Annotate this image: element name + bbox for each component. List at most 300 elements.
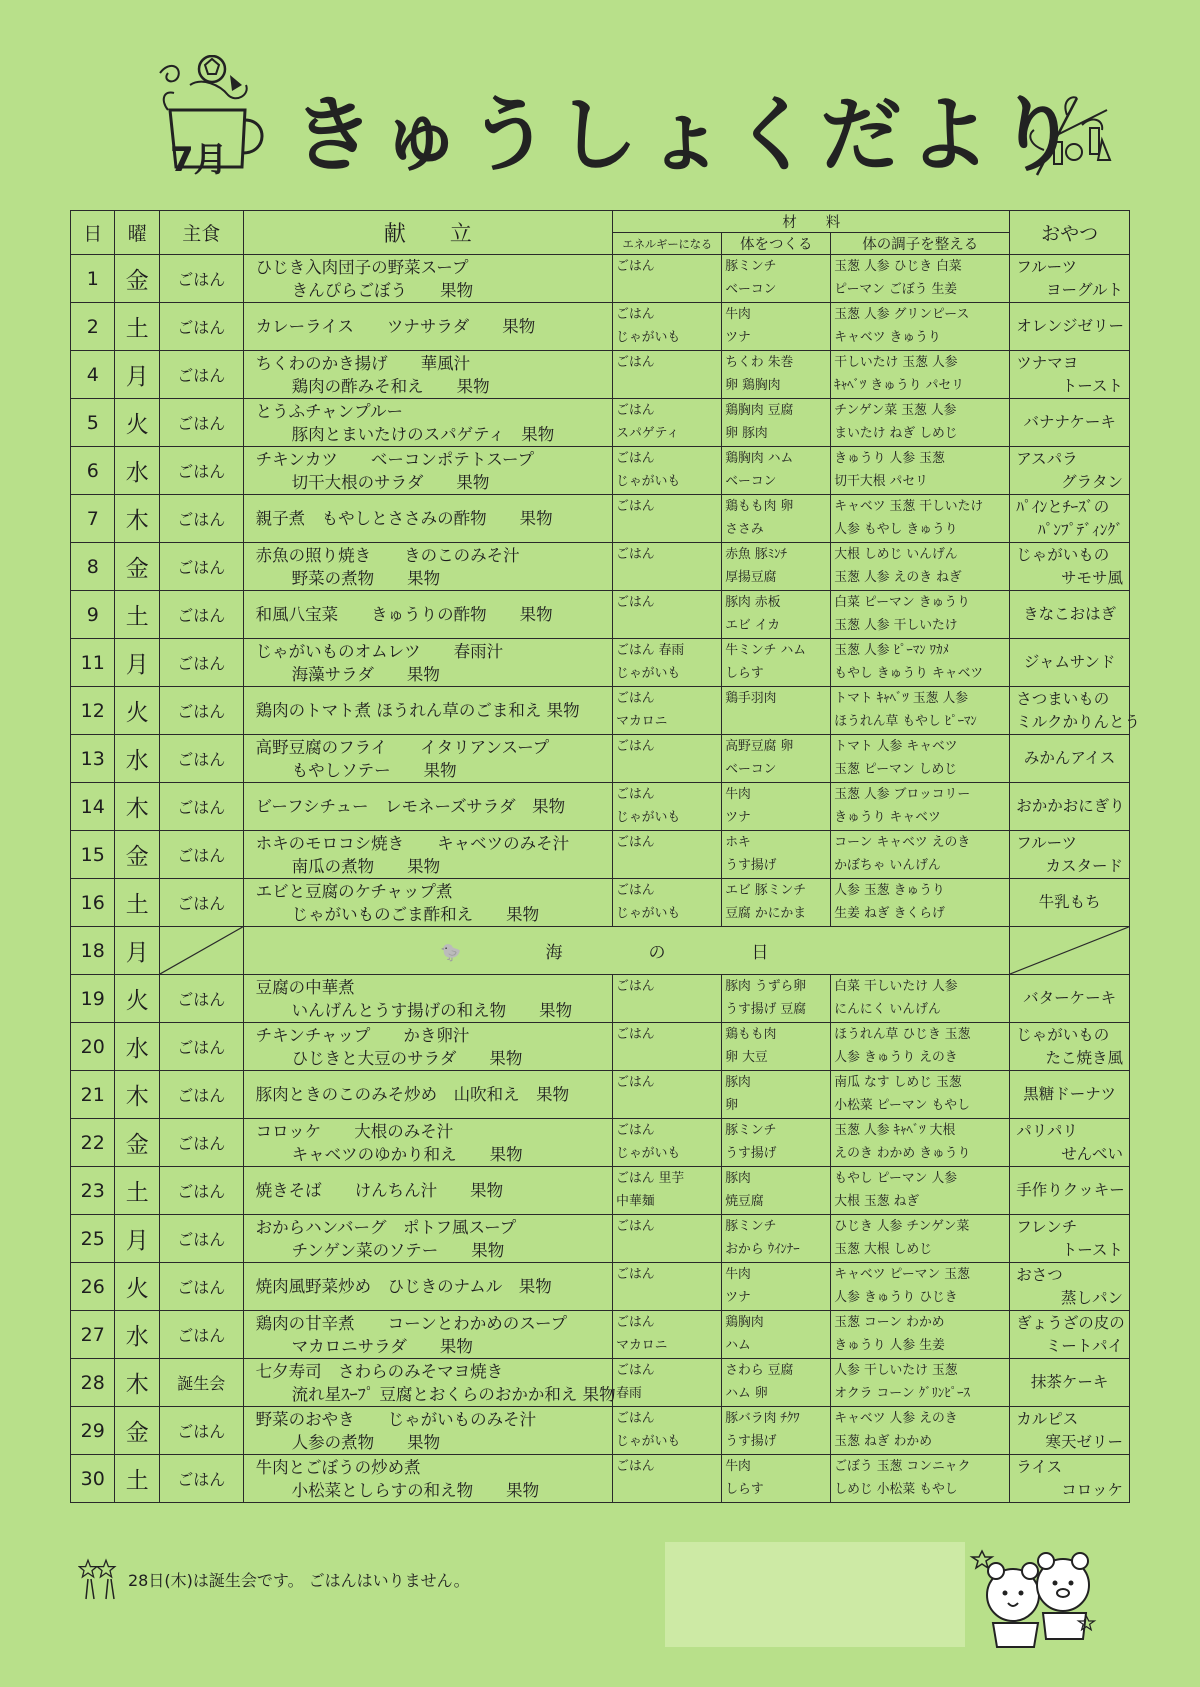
staple-cell: ごはん	[159, 1167, 243, 1215]
day-cell: 8	[71, 543, 115, 591]
energy-line: じゃがいも	[616, 810, 681, 825]
energy-line: 春雨	[616, 1386, 642, 1401]
bears-illustration-icon	[968, 1535, 1108, 1655]
body-cell	[722, 303, 831, 351]
menu-line: ビーフシチュー レモネーズサラダ 果物	[255, 797, 566, 816]
staple-cell: ごはん	[159, 543, 243, 591]
menu-line: 南瓜の煮物 果物	[291, 856, 441, 876]
energy-line: ごはん	[616, 1123, 655, 1138]
energy-cell	[613, 255, 722, 303]
table-row	[71, 639, 1130, 687]
menu-line: ホキのモロコシ焼き キャベツのみそ汁	[255, 833, 570, 853]
menu-cell	[243, 1407, 613, 1455]
table-row	[71, 1407, 1130, 1455]
menu-cell	[243, 1119, 613, 1167]
menu-body	[71, 255, 1140, 1503]
staple-cell: ごはん	[159, 1119, 243, 1167]
condition-cell	[831, 591, 1010, 639]
snack-line: ﾊﾟﾝﾌﾟﾃﾞｨﾝｸﾞ	[1037, 520, 1123, 539]
body-cell	[722, 639, 831, 687]
weekday-cell: 木	[115, 1359, 159, 1407]
snack-line: おかかおにぎり	[1016, 797, 1125, 815]
energy-line: じゃがいも	[616, 906, 681, 921]
condition-cell	[831, 351, 1010, 399]
cond-line: 玉葱 人参 グリンピース	[834, 307, 970, 322]
day-cell: 15	[71, 831, 115, 879]
table-row	[71, 783, 1130, 831]
weekday-cell: 火	[115, 975, 159, 1023]
body-cell	[722, 783, 831, 831]
table-row	[71, 399, 1130, 447]
menu-cell	[243, 735, 613, 783]
snack-cell-empty	[1010, 927, 1130, 975]
menu-line: ひじきと大豆のサラダ 果物	[291, 1048, 523, 1068]
cond-line: 玉葱 ねぎ わかめ	[834, 1434, 933, 1449]
snack-line: パリパリ	[1016, 1121, 1078, 1140]
energy-line: ごはん	[616, 883, 655, 898]
energy-line: ごはん	[616, 1363, 655, 1378]
energy-line: ごはん	[616, 691, 655, 706]
weekday-cell: 水	[115, 735, 159, 783]
body-line: 鶏もも肉 卵	[725, 499, 794, 514]
body-line: 卵	[725, 1098, 739, 1113]
body-line: 高野豆腐 卵	[725, 739, 794, 754]
table-row	[71, 543, 1130, 591]
energy-cell	[613, 1071, 722, 1119]
body-line: 卵 豚肉	[725, 426, 768, 441]
snack-line: せんべい	[1061, 1144, 1123, 1163]
body-line: ベーコン	[725, 474, 777, 489]
weekday-cell: 月	[115, 639, 159, 687]
body-cell	[722, 1359, 831, 1407]
body-cell	[722, 735, 831, 783]
menu-cell	[243, 1311, 613, 1359]
menu-cell	[243, 1215, 613, 1263]
snack-line: おさつ	[1016, 1265, 1063, 1284]
body-line: 牛肉	[725, 787, 751, 802]
weekday-cell: 金	[115, 1407, 159, 1455]
condition-cell	[831, 303, 1010, 351]
energy-line: ごはん	[616, 355, 655, 370]
cond-line: 玉葱 人参 えのき ねぎ	[834, 570, 962, 585]
menu-line: 鶏肉の甘辛煮 コーンとわかめのスープ	[255, 1313, 568, 1333]
snack-cell	[1010, 1407, 1130, 1455]
table-row	[71, 303, 1130, 351]
cond-line: もやし ピーマン 人参	[834, 1171, 958, 1186]
body-line: ちくわ 朱巻	[725, 355, 794, 370]
snack-cell	[1010, 1215, 1130, 1263]
holiday-char: 日	[751, 943, 771, 963]
menu-cell	[243, 1359, 616, 1407]
body-cell	[722, 1311, 831, 1359]
weekday-cell: 水	[115, 1311, 159, 1359]
condition-cell	[831, 1359, 1010, 1407]
staple-cell: ごはん	[159, 783, 243, 831]
snack-cell	[1010, 495, 1130, 543]
snack-line: 抹茶ケーキ	[1030, 1373, 1109, 1391]
snack-cell	[1010, 687, 1140, 735]
energy-line: ごはん	[616, 595, 655, 610]
body-line: 豚肉	[725, 1171, 751, 1186]
energy-cell	[613, 1311, 722, 1359]
snack-line: サモサ風	[1060, 568, 1123, 587]
staple-cell: ごはん	[159, 639, 243, 687]
bamboo-tanabata-icon	[1022, 90, 1117, 180]
staple-cell: ごはん	[159, 831, 243, 879]
energy-line: 中華麺	[616, 1194, 655, 1209]
cond-line: 玉葱 人参 ﾋﾟｰﾏﾝ ﾜｶﾒ	[834, 643, 949, 658]
cond-line: 玉葱 人参 ひじき 白菜	[834, 259, 962, 274]
body-line: うす揚げ	[725, 1434, 777, 1449]
condition-cell	[831, 1215, 1010, 1263]
menu-line: 野菜のおやき じゃがいものみそ汁	[255, 1409, 537, 1429]
energy-line: じゃがいも	[616, 666, 681, 681]
menu-cell	[243, 591, 613, 639]
table-row	[71, 1215, 1130, 1263]
weekday-cell: 火	[115, 687, 159, 735]
energy-line: ごはん 春雨	[616, 643, 685, 658]
energy-cell	[613, 1023, 722, 1071]
body-cell	[722, 351, 831, 399]
menu-line: マカロニサラダ 果物	[291, 1336, 473, 1356]
condition-cell	[831, 1071, 1010, 1119]
menu-line: じゃがいものごま酢和え 果物	[291, 904, 540, 924]
body-line: 焼豆腐	[725, 1194, 764, 1209]
menu-line: じゃがいものオムレツ 春雨汁	[255, 641, 504, 661]
table-row	[71, 351, 1130, 399]
menu-cell	[243, 831, 613, 879]
cond-line: キャベツ 玉葱 干しいたけ	[834, 499, 984, 514]
body-line: 牛ミンチ ハム	[725, 643, 807, 658]
menu-line: 人参の煮物 果物	[291, 1432, 441, 1452]
menu-line: 焼肉風野菜炒め ひじきのナムル 果物	[255, 1277, 552, 1296]
body-line: 卵 大豆	[725, 1050, 768, 1065]
body-cell	[722, 543, 831, 591]
cond-line: キャベツ きゅうり	[834, 330, 941, 345]
snack-line: トースト	[1061, 1240, 1123, 1259]
day-cell: 19	[71, 975, 115, 1023]
body-line: 鶏胸肉 豆腐	[725, 403, 794, 418]
bird-icon: 🐤	[440, 943, 464, 963]
snack-cell	[1010, 399, 1130, 447]
cond-line: 人参 干しいたけ 玉葱	[834, 1363, 958, 1378]
cond-line: きゅうり キャベツ	[834, 810, 941, 825]
cond-line: 人参 もやし きゅうり	[834, 522, 958, 537]
menu-line: チキンカツ ベーコンポテトスープ	[255, 449, 535, 469]
energy-line: じゃがいも	[616, 1434, 681, 1449]
menu-cell	[243, 639, 613, 687]
body-line: 豚ミンチ	[725, 259, 777, 274]
cond-line: にんにく いんげん	[834, 1002, 941, 1017]
cond-line: ｷｬﾍﾞﾂ きゅうり パセリ	[834, 378, 965, 393]
cond-line: 玉葱 大根 しめじ	[834, 1242, 933, 1257]
snack-cell	[1010, 447, 1130, 495]
snack-cell	[1010, 543, 1130, 591]
day-cell: 25	[71, 1215, 115, 1263]
staple-cell: ごはん	[159, 1263, 243, 1311]
body-cell	[722, 1407, 831, 1455]
body-cell	[722, 687, 831, 735]
body-cell	[722, 591, 831, 639]
menu-line: もやしソテー 果物	[291, 760, 457, 780]
snack-line: 手作りクッキー	[1016, 1181, 1125, 1199]
table-row	[71, 735, 1130, 783]
day-cell: 9	[71, 591, 115, 639]
snack-line: ツナマヨ	[1016, 353, 1079, 372]
cond-line: 小松菜 ピーマン もやし	[834, 1098, 970, 1113]
snack-line: バターケーキ	[1023, 989, 1117, 1007]
energy-cell	[613, 687, 722, 735]
weekday-cell: 木	[115, 783, 159, 831]
condition-cell	[831, 1263, 1010, 1311]
energy-cell	[613, 783, 722, 831]
snack-line: みかんアイス	[1023, 749, 1116, 767]
staple-cell: ごはん	[159, 447, 243, 495]
col-header-staple: 主食	[159, 211, 243, 255]
cond-line: きゅうり 人参 生姜	[834, 1338, 945, 1353]
menu-line: 鶏肉の酢みそ和え 果物	[291, 376, 490, 396]
energy-cell	[613, 1407, 722, 1455]
staple-cell: ごはん	[159, 351, 243, 399]
energy-line: ごはん	[616, 1315, 655, 1330]
day-cell: 21	[71, 1071, 115, 1119]
body-cell	[722, 1167, 831, 1215]
cond-line: まいたけ ねぎ しめじ	[834, 426, 958, 441]
day-cell: 6	[71, 447, 115, 495]
body-cell	[722, 447, 831, 495]
menu-cell	[243, 879, 613, 927]
menu-line: 牛肉とごぼうの炒め煮	[255, 1457, 421, 1477]
body-cell	[722, 1263, 831, 1311]
menu-line: キャベツのゆかり和え 果物	[291, 1144, 523, 1164]
menu-line: 高野豆腐のフライ イタリアンスープ	[255, 737, 550, 757]
body-line: エビ イカ	[725, 618, 781, 633]
month-label: 7月	[170, 140, 228, 180]
snack-line: カスタード	[1045, 856, 1123, 875]
condition-cell	[831, 1023, 1010, 1071]
cond-line: 大根 玉葱 ねぎ	[834, 1194, 920, 1209]
energy-line: ごはん	[616, 451, 655, 466]
diagonal-line	[1010, 927, 1129, 974]
snack-line: カルピス	[1016, 1409, 1079, 1428]
energy-line: ごはん	[616, 787, 655, 802]
body-cell	[722, 399, 831, 447]
cond-line: ほうれん草 もやし ﾋﾟｰﾏﾝ	[834, 714, 977, 729]
energy-cell	[613, 1263, 722, 1311]
weekday-cell: 土	[115, 1455, 159, 1503]
body-line: ツナ	[725, 810, 751, 825]
body-line: 牛肉	[725, 1459, 751, 1474]
body-line: しらす	[725, 666, 764, 681]
weekday-cell: 木	[115, 495, 159, 543]
menu-line: 和風八宝菜 きゅうりの酢物 果物	[255, 605, 553, 624]
condition-cell	[831, 399, 1010, 447]
weekday-cell: 金	[115, 1119, 159, 1167]
staple-cell: ごはん	[159, 399, 243, 447]
snack-cell	[1010, 735, 1130, 783]
holiday-cell	[243, 927, 1010, 975]
menu-line: ちくわのかき揚げ 華風汁	[255, 353, 471, 373]
energy-cell	[613, 447, 722, 495]
day-cell: 16	[71, 879, 115, 927]
menu-line: おからハンバーグ ポトフ風スープ	[255, 1217, 517, 1237]
table-row	[71, 591, 1130, 639]
body-line: 豆腐 かにかま	[725, 906, 807, 921]
snack-cell	[1010, 879, 1130, 927]
snack-cell	[1010, 1119, 1130, 1167]
energy-line: ごはん	[616, 259, 655, 274]
energy-line: スパゲティ	[616, 426, 680, 441]
diagonal-line	[160, 927, 243, 974]
weekday-cell: 火	[115, 1263, 159, 1311]
menu-line: 親子煮 もやしとささみの酢物 果物	[255, 509, 553, 528]
body-cell	[722, 1023, 831, 1071]
table-row	[71, 687, 1130, 735]
day-cell: 13	[71, 735, 115, 783]
menu-cell	[243, 303, 613, 351]
energy-cell	[613, 735, 722, 783]
menu-line: チンゲン菜のソテー 果物	[291, 1240, 505, 1260]
energy-cell	[613, 543, 722, 591]
blank-box	[665, 1542, 965, 1647]
menu-line: 流れ星ｽｰﾌﾟ 豆腐とおくらのおかか和え 果物	[291, 1384, 616, 1404]
energy-line: ごはん	[616, 547, 655, 562]
body-line: 豚肉	[725, 1075, 751, 1090]
staple-cell: 誕生会	[159, 1359, 243, 1407]
day-cell: 29	[71, 1407, 115, 1455]
snack-line: ミルクかりんとう	[1016, 712, 1140, 731]
stars-icon	[78, 1555, 120, 1601]
weekday-cell: 月	[115, 1215, 159, 1263]
cond-line: 干しいたけ 玉葱 人参	[834, 355, 958, 370]
snack-cell	[1010, 639, 1130, 687]
cond-line: 玉葱 人参 ブロッコリー	[834, 787, 971, 802]
body-cell	[722, 1119, 831, 1167]
day-cell: 26	[71, 1263, 115, 1311]
snack-cell	[1010, 1167, 1130, 1215]
energy-line: ごはん	[616, 739, 655, 754]
cond-line: 生姜 ねぎ きくらげ	[834, 906, 945, 921]
body-line: うす揚げ	[725, 1146, 777, 1161]
snack-line: ライス	[1016, 1457, 1063, 1476]
snack-line: グラタン	[1061, 472, 1123, 491]
cond-line: 玉葱 人参 干しいたけ	[834, 618, 958, 633]
cond-line: えのき わかめ きゅうり	[834, 1146, 971, 1161]
day-cell: 7	[71, 495, 115, 543]
condition-cell	[831, 1407, 1010, 1455]
page-title: きゅうしょくだより	[292, 88, 1085, 183]
staple-cell: ごはん	[159, 591, 243, 639]
menu-cell	[243, 1167, 613, 1215]
body-line: 豚肉 赤板	[725, 595, 781, 610]
energy-cell	[613, 1215, 722, 1263]
menu-cell	[243, 543, 613, 591]
snack-line: 蒸しパン	[1060, 1288, 1123, 1307]
day-cell: 12	[71, 687, 115, 735]
day-cell: 11	[71, 639, 115, 687]
menu-cell	[243, 495, 613, 543]
table-row	[71, 1023, 1130, 1071]
body-cell	[722, 831, 831, 879]
snack-line: ぎょうざの皮の	[1016, 1313, 1125, 1332]
table-row	[71, 255, 1130, 303]
snack-line: フルーツ	[1016, 257, 1078, 276]
cond-line: 玉葱 人参 ｷｬﾍﾞﾂ 大根	[834, 1123, 956, 1138]
day-cell: 1	[71, 255, 115, 303]
col-header-energy: エネルギーになる	[613, 233, 722, 255]
energy-cell	[613, 975, 722, 1023]
snack-line: バナナケーキ	[1023, 413, 1116, 431]
body-line: ベーコン	[725, 282, 777, 297]
menu-line: 豚肉ときのこのみそ炒め 山吹和え 果物	[255, 1085, 570, 1104]
menu-line: 豚肉とまいたけのスパゲティ 果物	[291, 424, 555, 444]
condition-cell	[831, 447, 1010, 495]
cond-line: トマト ｷｬﾍﾞﾂ 玉葱 人参	[834, 691, 969, 706]
cond-line: しめじ 小松菜 もやし	[834, 1482, 958, 1497]
body-line: ツナ	[725, 1290, 751, 1305]
table-row	[71, 447, 1130, 495]
snack-line: トースト	[1061, 376, 1123, 395]
energy-line: じゃがいも	[616, 1146, 681, 1161]
body-line: ハム	[725, 1338, 751, 1353]
menu-line: カレーライス ツナサラダ 果物	[255, 317, 536, 336]
weekday-cell: 火	[115, 399, 159, 447]
menu-line: 豆腐の中華煮	[255, 977, 355, 997]
col-header-snack: おやつ	[1010, 211, 1130, 255]
snack-cell	[1010, 1311, 1130, 1359]
condition-cell	[831, 1167, 1010, 1215]
condition-cell	[831, 783, 1010, 831]
snack-line: ヨーグルト	[1045, 280, 1123, 299]
energy-cell	[613, 1167, 722, 1215]
day-cell: 18	[71, 927, 115, 975]
staple-cell: ごはん	[159, 1311, 243, 1359]
body-line: 赤魚 豚ﾐﾝﾁ	[725, 547, 787, 562]
body-line: 豚ミンチ	[725, 1219, 777, 1234]
menu-line: コロッケ 大根のみそ汁	[255, 1121, 454, 1141]
body-cell	[722, 879, 831, 927]
col-header-menu: 献 立	[243, 211, 613, 255]
snack-cell	[1010, 975, 1130, 1023]
condition-cell	[831, 1119, 1010, 1167]
energy-cell	[613, 1455, 722, 1503]
body-line: 豚ミンチ	[725, 1123, 777, 1138]
table-row	[71, 1311, 1130, 1359]
energy-line: じゃがいも	[616, 474, 681, 489]
menu-cell	[243, 255, 613, 303]
energy-line: ごはん	[616, 1411, 655, 1426]
table-row	[71, 831, 1130, 879]
snack-line: さつまいもの	[1016, 689, 1110, 708]
cond-line: コーン キャベツ えのき	[834, 835, 971, 850]
energy-cell	[613, 1119, 722, 1167]
menu-line: きんぴらごぼう 果物	[291, 280, 474, 300]
energy-cell	[613, 351, 722, 399]
snack-line: 黒糖ドーナツ	[1023, 1085, 1117, 1103]
snack-cell	[1010, 783, 1130, 831]
condition-cell	[831, 831, 1010, 879]
snack-cell	[1010, 1263, 1130, 1311]
body-line: ハム 卵	[725, 1386, 768, 1401]
col-header-dow: 曜	[115, 211, 159, 255]
condition-cell	[831, 687, 1010, 735]
staple-cell: ごはん	[159, 1215, 243, 1263]
energy-line: ごはん	[616, 1267, 655, 1282]
snack-cell	[1010, 255, 1130, 303]
body-line: ベーコン	[725, 762, 777, 777]
body-cell	[722, 1071, 831, 1119]
cond-line: 白菜 干しいたけ 人参	[834, 979, 958, 994]
